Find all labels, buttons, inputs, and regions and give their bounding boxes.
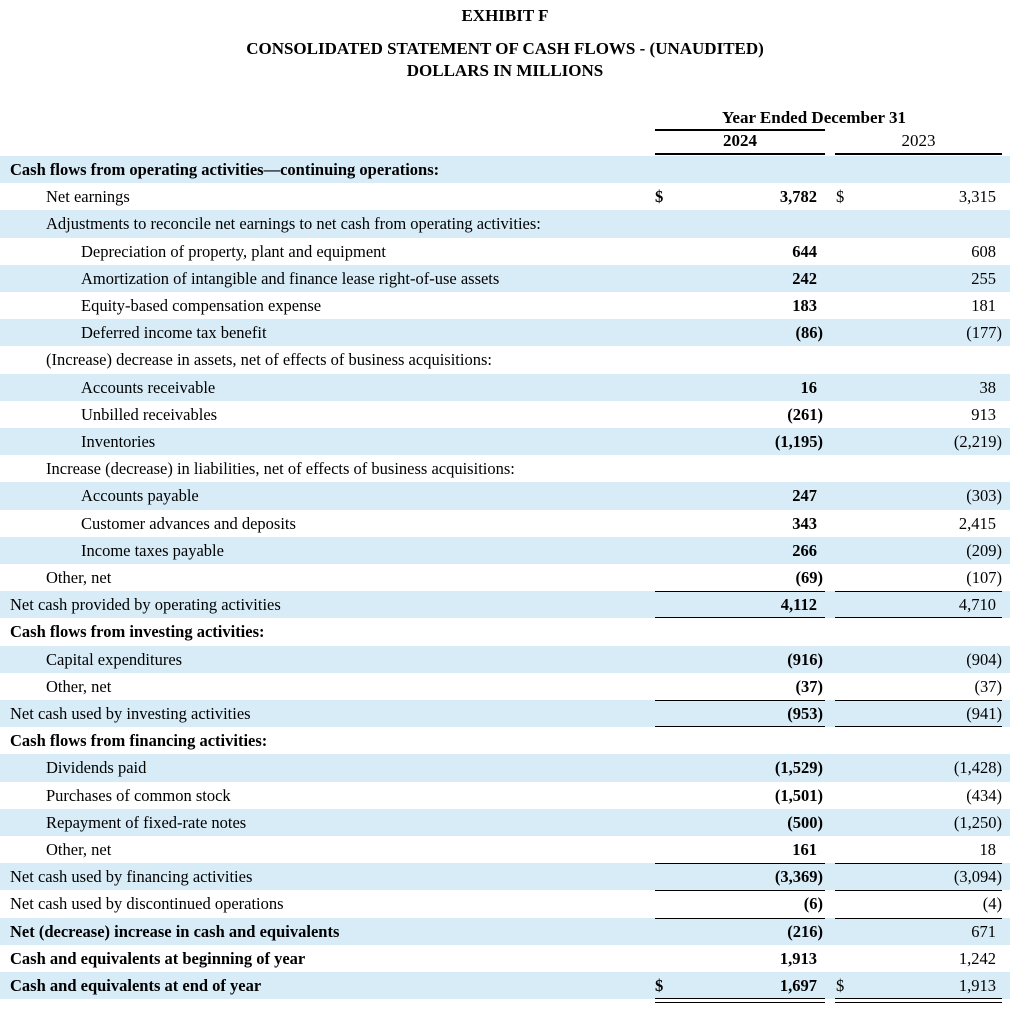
table-row xyxy=(0,700,1010,727)
value-2024: (1,195) xyxy=(774,432,823,451)
value-2024: (1,529) xyxy=(774,758,823,778)
value-2024: (86) xyxy=(795,323,823,343)
value-2023: 608 xyxy=(971,241,996,261)
row-label: Net cash used by investing activities xyxy=(10,704,251,723)
total-rule xyxy=(835,617,1002,618)
row-label: Amortization of intangible and finance lease right-of-use assets xyxy=(81,268,500,288)
table-row xyxy=(0,945,1010,972)
value-2023: 1,913 xyxy=(958,976,996,995)
total-rule xyxy=(655,726,825,727)
currency-symbol-2023: $ xyxy=(836,187,845,207)
currency-symbol-2023: $ xyxy=(836,976,845,995)
value-2023: (4) xyxy=(982,894,1002,914)
total-rule xyxy=(655,998,825,999)
row-label: (Increase) decrease in assets, net of effects of business acquisitions: xyxy=(46,350,492,370)
total-rule xyxy=(835,998,1002,999)
exhibit-label: EXHIBIT F xyxy=(461,6,549,25)
row-label: Net cash used by discontinued operations xyxy=(10,894,284,914)
total-rule xyxy=(835,890,1002,891)
table-row xyxy=(0,646,1010,673)
value-2024: 16 xyxy=(800,377,817,397)
value-2023: (209) xyxy=(966,540,1002,560)
row-label: Dividends paid xyxy=(46,758,147,778)
row-label: Net (decrease) increase in cash and equivalents xyxy=(10,921,340,941)
value-2023: (37) xyxy=(974,676,1002,696)
value-2024: (953) xyxy=(787,704,823,723)
value-2024: (37) xyxy=(795,676,823,696)
table-row xyxy=(0,156,1010,183)
row-label: Increase (decrease) in liabilities, net of effects of business acquisitions: xyxy=(46,459,515,479)
value-2024: (500) xyxy=(787,812,823,832)
row-label: Accounts receivable xyxy=(81,377,216,397)
value-2023: 38 xyxy=(979,377,996,397)
row-label: Capital expenditures xyxy=(46,649,183,669)
value-2023: 18 xyxy=(979,840,996,859)
row-label: Depreciation of property, plant and equipment xyxy=(81,241,386,261)
value-2023: (1,428) xyxy=(953,758,1002,778)
table-row xyxy=(0,809,1010,836)
table-row xyxy=(0,482,1010,509)
total-rule xyxy=(655,617,825,618)
value-2024: (1,501) xyxy=(774,785,823,805)
row-label: Repayment of fixed-rate notes xyxy=(46,812,247,832)
table-row xyxy=(0,455,1010,482)
total-rule xyxy=(655,890,825,891)
table-row xyxy=(0,782,1010,809)
value-2024: (69) xyxy=(795,568,823,587)
row-label: Cash flows from operating activities—continuing operations: xyxy=(10,160,440,179)
total-double-rule xyxy=(835,1002,1002,1003)
value-2024: 644 xyxy=(792,241,817,261)
row-label: Customer advances and deposits xyxy=(81,513,296,533)
table-row xyxy=(0,754,1010,781)
table-row xyxy=(0,183,1010,210)
value-2023: 255 xyxy=(971,268,996,288)
table-row xyxy=(0,972,1010,999)
year-current-rule xyxy=(655,153,825,155)
year-prior-header: 2023 xyxy=(901,131,936,150)
total-rule xyxy=(655,591,825,592)
row-label: Net cash used by financing activities xyxy=(10,867,253,887)
value-2023: (941) xyxy=(966,704,1002,723)
value-2023: (1,250) xyxy=(953,812,1002,832)
table-row xyxy=(0,863,1010,890)
table-row xyxy=(0,292,1010,319)
table-row xyxy=(0,346,1010,373)
year-current-header: 2024 xyxy=(723,131,757,150)
value-2023: 4,710 xyxy=(958,595,996,615)
row-label: Purchases of common stock xyxy=(46,785,231,805)
value-2023: 1,242 xyxy=(958,948,996,968)
table-row xyxy=(0,374,1010,401)
table-row xyxy=(0,265,1010,292)
table-row xyxy=(0,537,1010,564)
value-2023: (904) xyxy=(966,649,1002,669)
value-2024: 161 xyxy=(792,840,817,859)
value-2023: (2,219) xyxy=(953,432,1002,451)
table-row xyxy=(0,836,1010,863)
row-label: Unbilled receivables xyxy=(81,404,218,424)
total-rule xyxy=(835,918,1002,919)
value-2024: (261) xyxy=(787,404,823,424)
row-label: Net cash provided by operating activities xyxy=(10,595,281,615)
table-row xyxy=(0,890,1010,917)
value-2024: 242 xyxy=(792,268,817,288)
row-label: Income taxes payable xyxy=(81,540,224,560)
total-rule xyxy=(835,726,1002,727)
value-2023: (177) xyxy=(966,323,1002,343)
units-label: DOLLARS IN MILLIONS xyxy=(406,61,604,80)
currency-symbol-2024: $ xyxy=(655,976,664,995)
value-2023: 3,315 xyxy=(958,187,996,207)
row-label: Inventories xyxy=(81,432,156,451)
value-2024: 183 xyxy=(792,296,817,315)
table-row xyxy=(0,618,1010,645)
value-2024: 1,697 xyxy=(779,976,817,995)
value-2024: 266 xyxy=(792,540,817,560)
value-2024: (916) xyxy=(787,649,823,669)
table-row xyxy=(0,319,1010,346)
row-label: Cash flows from investing activities: xyxy=(10,622,265,642)
table-row xyxy=(0,238,1010,265)
total-rule xyxy=(835,591,1002,592)
total-rule xyxy=(655,863,825,864)
value-2023: (3,094) xyxy=(953,867,1002,887)
value-2023: 181 xyxy=(971,296,996,315)
period-heading: Year Ended December 31 xyxy=(722,108,906,127)
table-row xyxy=(0,564,1010,591)
total-rule xyxy=(835,863,1002,864)
row-label: Other, net xyxy=(46,676,112,696)
table-row xyxy=(0,727,1010,754)
row-label: Other, net xyxy=(46,840,112,859)
table-row xyxy=(0,591,1010,618)
total-double-rule xyxy=(655,1002,825,1003)
table-row xyxy=(0,210,1010,237)
value-2024: 1,913 xyxy=(779,948,817,968)
value-2024: (3,369) xyxy=(774,867,823,887)
value-2024: (216) xyxy=(787,921,823,941)
table-row xyxy=(0,673,1010,700)
value-2024: 3,782 xyxy=(779,187,817,207)
total-rule xyxy=(655,918,825,919)
table-row xyxy=(0,401,1010,428)
value-2024: 247 xyxy=(792,486,817,506)
row-label: Other, net xyxy=(46,568,112,587)
value-2023: (107) xyxy=(966,568,1002,587)
value-2023: 913 xyxy=(971,404,996,424)
value-2023: (303) xyxy=(966,486,1002,506)
statement-title: CONSOLIDATED STATEMENT OF CASH FLOWS - (UNAUDITED) xyxy=(246,39,764,58)
row-label: Adjustments to reconcile net earnings to net cash from operating activities: xyxy=(46,214,541,234)
value-2023: 2,415 xyxy=(958,513,996,533)
currency-symbol-2024: $ xyxy=(655,187,664,207)
row-label: Equity-based compensation expense xyxy=(81,296,322,315)
row-label: Cash and equivalents at beginning of year xyxy=(10,948,306,968)
table-row xyxy=(0,510,1010,537)
value-2024: (6) xyxy=(803,894,823,914)
table-row xyxy=(0,918,1010,945)
value-2023: 671 xyxy=(971,921,996,941)
row-label: Cash and equivalents at end of year xyxy=(10,976,262,995)
total-rule xyxy=(655,700,825,701)
value-2023: (434) xyxy=(966,785,1002,805)
row-label: Cash flows from financing activities: xyxy=(10,731,268,751)
table-row xyxy=(0,428,1010,455)
value-2024: 343 xyxy=(792,513,817,533)
row-label: Accounts payable xyxy=(81,486,199,506)
row-label: Net earnings xyxy=(46,187,130,207)
row-label: Deferred income tax benefit xyxy=(81,323,267,343)
total-rule xyxy=(835,700,1002,701)
year-prior-rule xyxy=(835,153,1002,155)
value-2024: 4,112 xyxy=(780,595,817,615)
